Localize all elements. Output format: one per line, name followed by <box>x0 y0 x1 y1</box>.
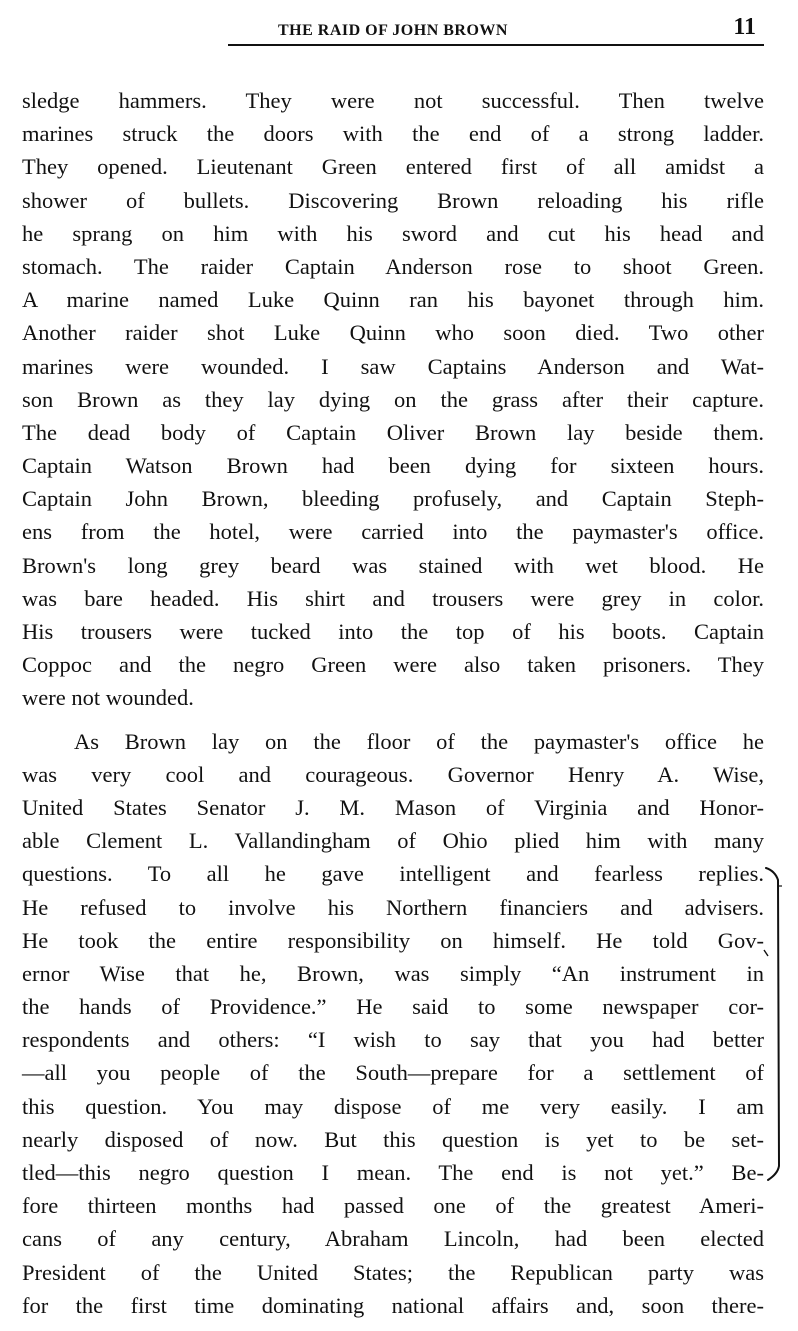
text-line: ernor Wise that he, Brown, was simply “An instrument in <box>22 960 764 986</box>
text-line: President of the United States; the Republican party was <box>22 1259 764 1285</box>
text-line: United States Senator J. M. Mason of Virginia and Honor- <box>22 794 764 820</box>
body-text <box>22 84 764 1322</box>
text-line: marines were wounded. I saw Captains Anderson and Wat- <box>22 353 764 379</box>
text-line: He refused to involve his Northern financiers and advisers. <box>22 894 764 920</box>
text-line: His trousers were tucked into the top of his boots. Captain <box>22 619 764 644</box>
text-line: this question. You may dispose of me very easily. I am <box>22 1093 764 1119</box>
text-line: Coppoc and the negro Green were also taken prisoners. They <box>22 652 764 678</box>
text-line: A marine named Luke Quinn ran his bayonet through him. <box>22 287 764 313</box>
text-line: Brown's long grey beard was stained with wet blood. He <box>22 552 764 578</box>
text-line: shower of bullets. Discovering Brown reloading his rifle <box>22 187 764 213</box>
text-line: —all you people of the South—prepare for a settlement of <box>22 1060 764 1086</box>
text-line: for the first time dominating national affairs and, soon there- <box>22 1292 764 1318</box>
text-line: marines struck the doors with the end of a strong ladder. <box>22 121 764 147</box>
text-line: fore thirteen months had passed one of the greatest Ameri- <box>22 1193 764 1219</box>
paragraph-1 <box>22 84 764 715</box>
text-line: They opened. Lieutenant Green entered first of all amidst a <box>22 154 764 180</box>
text-line: cans of any century, Abraham Lincoln, had been elected <box>22 1226 764 1252</box>
text-line: the hands of Providence.” He said to some newspaper cor- <box>22 994 764 1020</box>
text-line: He took the entire responsibility on himself. He told Gov- <box>22 927 764 953</box>
paragraph-gap <box>22 715 764 725</box>
text-line: ens from the hotel, were carried into the paymaster's office. <box>22 519 764 545</box>
handwritten-bracket-icon <box>760 866 794 1182</box>
header-rule <box>228 44 764 46</box>
text-line: Captain Watson Brown had been dying for sixteen hours. <box>22 453 764 479</box>
text-line-last: were not wounded. <box>22 685 194 711</box>
text-line: questions. To all he gave intelligent and fearless replies. <box>22 861 764 887</box>
text-line: nearly disposed of now. But this question is yet to be set- <box>22 1126 764 1152</box>
paragraph-2 <box>22 725 764 1322</box>
text-line: was very cool and courageous. Governor Henry A. Wise, <box>22 761 764 787</box>
text-line: able Clement L. Vallandingham of Ohio plied him with many <box>22 828 764 854</box>
text-line: sledge hammers. They were not successful. Then twelve <box>22 88 764 113</box>
text-line: The dead body of Captain Oliver Brown lay beside them. <box>22 419 764 445</box>
text-line: he sprang on him with his sword and cut his head and <box>22 220 764 246</box>
running-title: THE RAID OF JOHN BROWN <box>278 22 508 39</box>
text-line: was bare headed. His shirt and trousers were grey in color. <box>22 585 764 611</box>
text-line: respondents and others: “I wish to say that you had better <box>22 1027 764 1053</box>
text-line-indented: As Brown lay on the floor of the paymaster's office he <box>74 728 764 754</box>
running-head <box>22 14 764 46</box>
text-line: son Brown as they lay dying on the grass after their capture. <box>22 386 764 412</box>
page-number: 11 <box>733 14 756 40</box>
text-line: tled—this negro question I mean. The end is not yet.” Be- <box>22 1160 764 1185</box>
text-line: Captain John Brown, bleeding profusely, and Captain Steph- <box>22 486 764 512</box>
text-line: stomach. The raider Captain Anderson rose to shoot Green. <box>22 253 764 279</box>
text-line: Another raider shot Luke Quinn who soon died. Two other <box>22 320 764 346</box>
